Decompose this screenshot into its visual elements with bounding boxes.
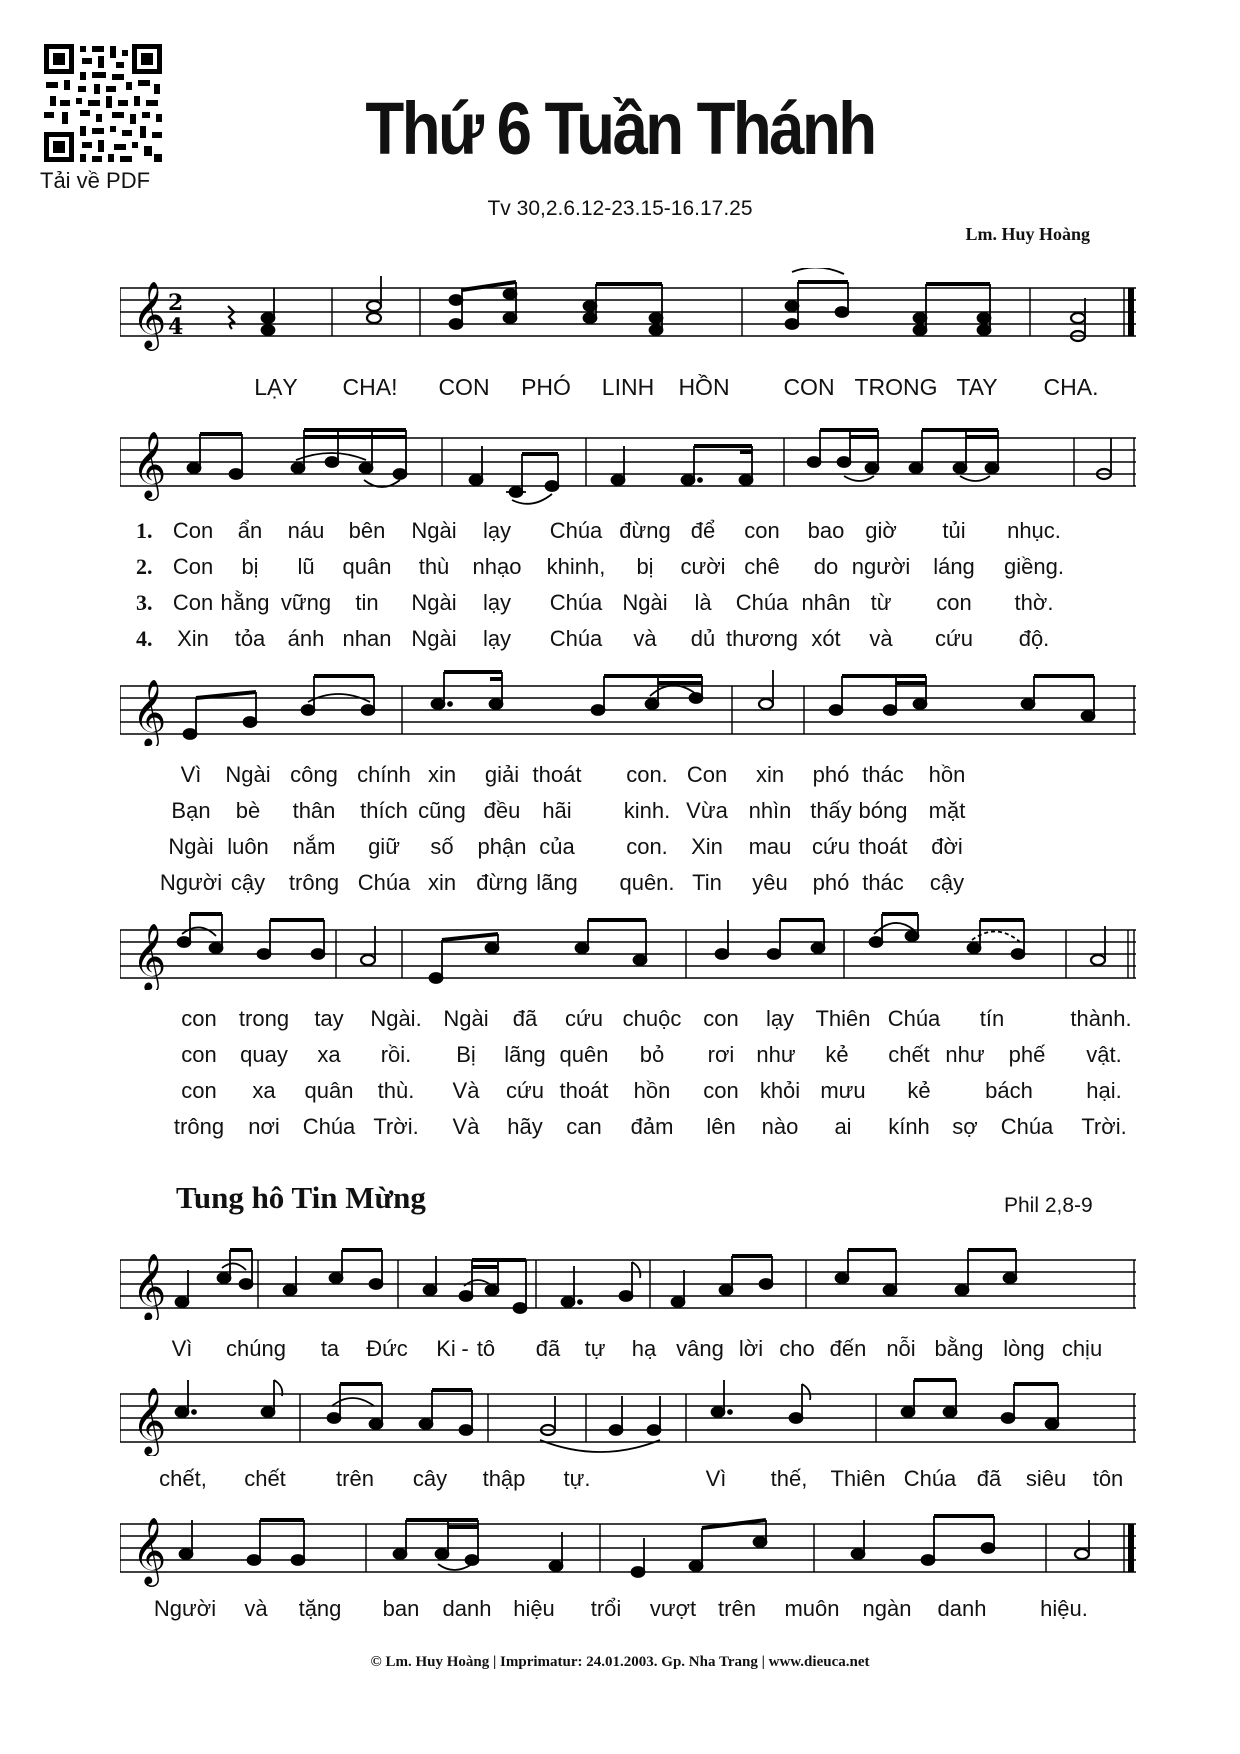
lyric-word: quân (304, 1078, 354, 1103)
lyric-word: tỏa (234, 626, 266, 651)
lyric-word: thác (862, 762, 904, 787)
lyric-word: bên (348, 518, 386, 543)
lyric-word: xa (252, 1078, 276, 1103)
download-pdf-link[interactable]: Tải về PDF (40, 168, 151, 193)
lyric-word: Người (153, 1596, 217, 1621)
lyric-word: giờ (865, 518, 897, 543)
lyric-word: TAY (956, 374, 998, 400)
lyric-word: bóng (858, 798, 908, 823)
svg-text:𝄞: 𝄞 (132, 1252, 167, 1320)
lyric-word: kẻ (825, 1042, 849, 1067)
lyric-word: yêu (752, 870, 788, 895)
lyric-word: Con (172, 554, 214, 579)
lyric-word: kính (888, 1114, 930, 1139)
lyric-word: Vì (705, 1466, 727, 1491)
lyric-word: Ngài (443, 1006, 489, 1031)
lyric-word: chịu (1061, 1336, 1103, 1361)
verse-3-line-1 (120, 590, 1136, 620)
lyric-word: hại. (1086, 1078, 1122, 1103)
lyric-word: cứu (935, 626, 973, 651)
staff-7 (120, 1502, 1136, 1588)
lyric-word: Chúa (549, 518, 603, 543)
lyric-word: ánh (287, 626, 325, 651)
lyric-word: rồi. (380, 1042, 412, 1067)
lyric-word: con (181, 1006, 217, 1031)
lyric-word: thương (726, 626, 798, 651)
lyric-word: Bạn (171, 798, 211, 823)
lyric-word: và (244, 1596, 268, 1621)
lyric-word: LINH (601, 374, 655, 400)
lyric-word: nhan (342, 626, 392, 651)
lyric-word: mưu (820, 1078, 866, 1103)
lyric-word: quân (342, 554, 392, 579)
lyric-word: lên (706, 1114, 736, 1139)
lyric-word: ban (382, 1596, 420, 1621)
lyric-word: cười (680, 554, 726, 579)
lyric-word: độ. (1018, 626, 1050, 651)
verse-number: 2. (136, 554, 153, 579)
lyric-word: hạ (631, 1336, 657, 1361)
lyric-word: quay (240, 1042, 288, 1067)
acclamation-line-3 (120, 1596, 1136, 1626)
lyric-word: lũ (297, 554, 315, 579)
lyric-word: trong (238, 1006, 290, 1031)
lyric-word: đã (535, 1336, 561, 1361)
lyric-word: vững (280, 590, 332, 615)
lyric-word: danh (442, 1596, 492, 1621)
svg-text:𝄞: 𝄞 (132, 1386, 167, 1454)
acclamation-line-1 (120, 1336, 1136, 1366)
lyric-word: xin (755, 762, 785, 787)
lyric-word: Trời. (373, 1114, 419, 1139)
lyric-word: số (430, 834, 454, 859)
lyric-word: đều (483, 798, 521, 823)
verse-number: 4. (136, 626, 153, 651)
refrain-lyrics (120, 374, 1136, 404)
lyric-word: nhạo (472, 554, 522, 579)
lyric-word: HỒN (678, 374, 730, 400)
lyric-word: cho (779, 1336, 815, 1361)
lyric-word: Vì (180, 762, 202, 787)
lyric-word: cây (412, 1466, 448, 1491)
svg-text:𝄞: 𝄞 (132, 678, 167, 746)
lyric-word: Chúa (549, 590, 603, 615)
lyric-word: láng (933, 554, 975, 579)
lyric-word: danh (937, 1596, 987, 1621)
lyric-word: CON (783, 374, 835, 400)
staff-4-notation (120, 906, 1136, 990)
lyric-word: đời (931, 834, 963, 859)
lyric-word: bị (636, 554, 654, 579)
lyric-word: con (936, 590, 972, 615)
lyric-word: bỏ (639, 1042, 665, 1067)
lyric-word: lạy (765, 1006, 795, 1031)
lyric-word: Ngài (411, 626, 457, 651)
lyric-word: chúng (226, 1336, 286, 1361)
lyric-word: mau (748, 834, 792, 859)
lyric-word: xót (811, 626, 841, 651)
staff-2-notation (120, 418, 1136, 510)
lyric-word: Thiên (815, 1006, 871, 1031)
lyric-word: người (851, 554, 911, 579)
lyric-word: hằng (220, 590, 270, 615)
staff-3-notation (120, 662, 1136, 746)
staff-6 (120, 1370, 1136, 1456)
lyric-word: Chúa (549, 626, 603, 651)
lyric-word: ẩn (237, 518, 263, 543)
staff-4 (120, 906, 1136, 990)
lyric-word: Ngài. (370, 1006, 422, 1031)
lyric-word: lạy (482, 626, 512, 651)
lyric-word: Vừa (686, 798, 728, 823)
lyric-word: Thiên (830, 1466, 886, 1491)
lyric-word: phế (1008, 1042, 1046, 1067)
lyric-word: kẻ (907, 1078, 931, 1103)
lyric-word: bị (241, 554, 259, 579)
lyric-word: cậy (929, 870, 965, 895)
svg-text:𝄞: 𝄞 (132, 430, 167, 498)
lyric-word: tin (355, 590, 379, 615)
staff-7-notation (120, 1502, 1136, 1588)
lyric-word: thế, (770, 1466, 808, 1491)
svg-text:𝄞: 𝄞 (132, 280, 167, 348)
lyric-word: quên (559, 1042, 609, 1067)
lyric-word: của (539, 834, 575, 859)
lyric-word: thấy (810, 798, 852, 823)
lyric-word: Chúa (302, 1114, 356, 1139)
verses-line-2-d (120, 870, 1136, 900)
lyric-word: phận (477, 834, 527, 859)
lyric-word: Và (452, 1114, 480, 1139)
lyric-word: Và (452, 1078, 480, 1103)
lyric-word: nào (761, 1114, 799, 1139)
lyric-word: Ngài (622, 590, 668, 615)
lyric-word: nhục. (1007, 518, 1061, 543)
lyric-word: cứu (565, 1006, 603, 1031)
lyric-word: Ngài (168, 834, 214, 859)
staff-2 (120, 418, 1136, 510)
lyric-word: trên (718, 1596, 756, 1621)
lyric-word: trông (173, 1114, 225, 1139)
lyric-word: trổi (590, 1596, 622, 1621)
lyric-word: bằng (934, 1336, 984, 1361)
lyric-word: tự. (563, 1466, 591, 1491)
lyric-word: hiệu (513, 1596, 555, 1621)
lyric-word: Người (159, 870, 223, 895)
lyric-word: Con (172, 518, 214, 543)
lyric-word: công (290, 762, 338, 787)
lyric-word: hồn (928, 762, 966, 787)
staff-1-notation (120, 268, 1136, 358)
composer: Lm. Huy Hoàng (965, 224, 1090, 244)
lyric-word: hãi (542, 798, 572, 823)
lyric-word: đã (976, 1466, 1002, 1491)
lyric-word: giềng. (1004, 554, 1064, 579)
svg-text:𝄞: 𝄞 (132, 1516, 167, 1584)
verses-line-2-b (120, 798, 1136, 828)
lyric-word: bè (235, 798, 261, 823)
lyric-word: giữ (368, 834, 400, 859)
lyric-word: Xin (691, 834, 723, 859)
lyric-word: hồn (633, 1078, 671, 1103)
lyric-word: con (181, 1042, 217, 1067)
verse-1-line-1 (120, 518, 1136, 548)
copyright-footer: © Lm. Huy Hoàng | Imprimatur: 24.01.2003. Gp. Nha Trang | www.dieuca.net (370, 1654, 870, 1670)
lyric-word: khinh, (546, 554, 606, 579)
lyric-word: lòng (1003, 1336, 1045, 1361)
lyric-word: con. (626, 834, 668, 859)
verses-line-3-b (120, 1042, 1136, 1072)
lyric-word: phó (812, 870, 850, 895)
lyric-word: từ (870, 590, 892, 615)
lyric-word: con. (626, 762, 668, 787)
lyric-word: thù (418, 554, 450, 579)
lyric-word: Ngài (225, 762, 271, 787)
lyric-word: thích (360, 798, 408, 823)
lyric-word: bao (807, 518, 845, 543)
lyric-word: Chúa (735, 590, 789, 615)
acclamation-line-2 (120, 1466, 1136, 1496)
lyric-word: CHA! (342, 374, 398, 400)
lyric-word: thành. (1070, 1006, 1132, 1031)
lyric-word: vâng (676, 1336, 724, 1361)
lyric-word: thoát (858, 834, 908, 859)
lyric-word: tín (979, 1006, 1005, 1031)
lyric-word: chết (244, 1466, 286, 1491)
lyric-word: tủi (942, 518, 966, 543)
lyric-word: can (566, 1114, 602, 1139)
lyric-word: nơi (248, 1114, 280, 1139)
lyric-word: tự (584, 1336, 606, 1361)
lyric-word: Con (686, 762, 728, 787)
lyric-word: và (633, 626, 657, 651)
lyric-word: xin (427, 870, 457, 895)
lyric-word: lãng (536, 870, 578, 895)
lyric-word: trên (336, 1466, 374, 1491)
lyric-word: Ki (436, 1336, 456, 1361)
lyric-word: Trời. (1081, 1114, 1127, 1139)
lyric-word: Ngài (411, 590, 457, 615)
lyric-word: CON (438, 374, 490, 400)
lyric-word: ai (834, 1114, 852, 1139)
lyric-word: hiệu. (1040, 1596, 1088, 1621)
lyric-word: như (945, 1042, 985, 1067)
lyric-word: mặt (928, 798, 966, 823)
lyric-word: đã (512, 1006, 538, 1031)
staff-5 (120, 1236, 1136, 1320)
lyric-word: thập (482, 1466, 526, 1491)
lyric-word: muôn (784, 1596, 840, 1621)
lyric-word: cậy (230, 870, 266, 895)
lyric-word: PHÓ (521, 374, 571, 400)
lyric-word: đến (829, 1336, 867, 1361)
lyric-word: như (756, 1042, 796, 1067)
lyric-word: để (690, 518, 716, 543)
lyric-word: náu (287, 518, 325, 543)
lyric-word: do (813, 554, 839, 579)
lyric-word: chết (888, 1042, 930, 1067)
lyric-word: CHA. (1043, 374, 1099, 400)
verses-line-3-c (120, 1078, 1136, 1108)
lyric-word: tô (476, 1336, 496, 1361)
verses-line-3-d (120, 1114, 1136, 1144)
lyric-word: Con (172, 590, 214, 615)
svg-text:𝄞: 𝄞 (132, 922, 167, 990)
verse-2-line-1 (120, 554, 1136, 584)
staff-6-notation (120, 1370, 1136, 1456)
lyric-word: quên. (619, 870, 675, 895)
lyric-word: Đức (366, 1336, 408, 1361)
lyric-word: lạy (482, 518, 512, 543)
lyric-word: ta (320, 1336, 340, 1361)
lyric-word: tôn (1092, 1466, 1124, 1491)
lyric-word: xa (317, 1042, 341, 1067)
lyric-word: phó (812, 762, 850, 787)
lyric-word: đảm (630, 1114, 674, 1139)
lyric-word: - (461, 1336, 469, 1361)
lyric-word: nhân (801, 590, 851, 615)
lyric-word: Bị (456, 1042, 476, 1067)
lyric-word: Vì (171, 1336, 193, 1361)
lyric-word: chính (357, 762, 411, 787)
svg-text:2: 2 (168, 290, 184, 316)
lyric-word: TRONG (854, 374, 938, 400)
lyric-word: nắm (292, 834, 336, 859)
lyric-word: lạy (482, 590, 512, 615)
lyric-word: Chúa (357, 870, 411, 895)
staff-5-notation (120, 1236, 1136, 1320)
verses-line-3-a (120, 1006, 1136, 1036)
lyric-word: nỗi (886, 1336, 916, 1361)
staff-3 (120, 662, 1136, 746)
lyric-word: LẠY (254, 374, 298, 400)
lyric-word: cứu (506, 1078, 544, 1103)
lyric-word: giải (484, 762, 520, 787)
lyric-word: thờ. (1014, 590, 1054, 615)
lyric-word: siêu (1025, 1466, 1067, 1491)
verse-number: 1. (136, 518, 153, 543)
lyric-word: rơi (707, 1042, 735, 1067)
lyric-word: hãy (507, 1114, 543, 1139)
lyric-word: khỏi (759, 1078, 801, 1103)
lyric-word: chuộc (622, 1006, 682, 1031)
verses-line-2-a (120, 762, 1136, 792)
lyric-word: sợ (952, 1114, 978, 1139)
lyric-word: Tin (692, 870, 722, 895)
lyric-word: ngàn (862, 1596, 912, 1621)
lyric-word: vượt (649, 1596, 697, 1621)
lyric-word: đừng (619, 518, 671, 543)
lyric-word: lãng (504, 1042, 546, 1067)
lyric-word: con (181, 1078, 217, 1103)
song-title: Thứ 6 Tuần Thánh (365, 87, 875, 170)
lyric-word: chê (744, 554, 780, 579)
lyric-word: Chúa (1000, 1114, 1054, 1139)
lyric-word: Chúa (887, 1006, 941, 1031)
lyric-word: con (703, 1006, 739, 1031)
lyric-word: dủ (690, 626, 716, 651)
verse-4-line-1 (120, 626, 1136, 656)
lyric-word: bách (985, 1078, 1033, 1103)
lyric-word: Xin (177, 626, 209, 651)
lyric-word: thoát (559, 1078, 609, 1103)
lyric-word: luôn (227, 834, 269, 859)
lyric-word: nhìn (748, 798, 792, 823)
lyric-word: Chúa (903, 1466, 957, 1491)
lyric-word: thoát (532, 762, 582, 787)
svg-text:4: 4 (168, 314, 184, 340)
lyric-word: thù. (377, 1078, 415, 1103)
section-title: Tung hô Tin Mừng (176, 1180, 426, 1215)
lyric-word: tay (314, 1006, 344, 1031)
lyric-word: là (694, 590, 712, 615)
lyric-word: đừng (476, 870, 528, 895)
lyric-word: trông (288, 870, 340, 895)
lyric-word: chết, (159, 1466, 207, 1491)
lyric-word: Ngài (411, 518, 457, 543)
verses-line-2-c (120, 834, 1136, 864)
lyric-word: cũng (418, 798, 466, 823)
psalm-reference: Tv 30,2.6.12-23.15-16.17.25 (487, 197, 753, 220)
lyric-word: thân (292, 798, 336, 823)
lyric-word: tặng (298, 1596, 342, 1621)
lyric-word: con (744, 518, 780, 543)
scripture-reference: Phil 2,8-9 (1004, 1194, 1093, 1217)
lyric-word: con (703, 1078, 739, 1103)
lyric-word: thác (862, 870, 904, 895)
lyric-word: xin (427, 762, 457, 787)
lyric-word: lời (738, 1336, 764, 1361)
lyric-word: và (869, 626, 893, 651)
staff-1 (120, 268, 1136, 358)
lyric-word: cứu (812, 834, 850, 859)
lyric-word: kinh. (623, 798, 671, 823)
lyric-word: vật. (1086, 1042, 1122, 1067)
verse-number: 3. (136, 590, 153, 615)
